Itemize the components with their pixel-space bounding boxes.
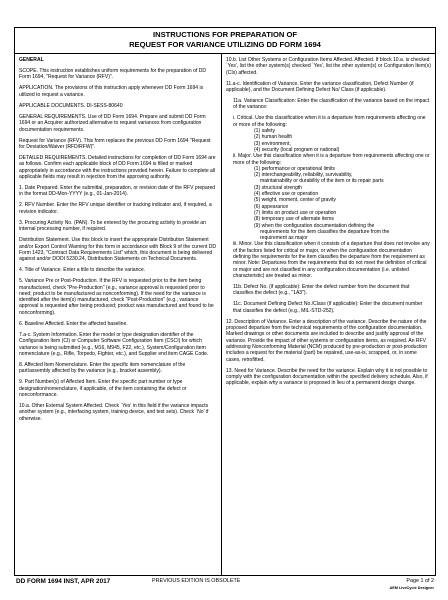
title-line-1: INSTRUCTIONS FOR PREPARATION OF xyxy=(153,30,297,39)
block-2-instruction: 2. RFV Number. Enter the RFV unique identifier or tracking indicator and, if required, a revision indicator. xyxy=(19,202,212,215)
detailed-requirements-paragraph: DETAILED REQUIREMENTS. Detailed instructions for completion of DD Form 1694 are as follows. Confirm each applicable block of DD Form 1694 is filled or marked appropriately in accordance with the instructions provided herein. Failure to complete all applicable fields may result in rejection from the approving authority. xyxy=(19,155,216,180)
variance-classification-paragraph: 11a. Variance Classification: Enter the classification of the variance based on the impact of the variance: xyxy=(233,98,430,111)
block-8-instruction: 8. Affected Item Nomenclature. Enter the specific item nomenclature of the part/assembly affected by the variance (e.g., bracket assembly). xyxy=(19,361,186,375)
block-4-instruction: 4. Title of Variance. Enter a title to describe the variance. xyxy=(19,267,146,274)
distribution-statement-instruction: Distribution Statement. Use this block to insert the appropriate Distribution Statement and/or Export Control Warning for this form in accordance with Block 9 of the current DD Form 1423, "Contract Data Requirements List" which, this document is being delivered against and/or DODI 5230.24, Distribution Statements on Technical Documents. xyxy=(19,237,217,263)
major-item: requirements for the item classifies the departure from the xyxy=(260,228,390,235)
major-item: (5) weight, moment, center of gravity xyxy=(254,197,336,204)
application-paragraph: APPLICATION. The provisions of this instruction apply whenever DD Form 1694 is utilized to request a variance. xyxy=(19,85,204,98)
block-6-instruction: 6. Baseline Affected. Enter the affected baseline. xyxy=(19,320,128,327)
major-item: (4) effective use or operation xyxy=(254,191,319,198)
major-item: (9) when the configuration documentation defining the xyxy=(254,222,375,229)
block-11a-c-instruction: 11.a-c. Identification of Variance. Enter the variance classification, Defect Number (if applicable), and the Document Defining Defect No/ Class (if applicable). xyxy=(226,80,414,93)
general-heading: GENERAL xyxy=(19,57,44,63)
major-item: (1) performance or operational limits xyxy=(254,165,336,172)
major-item: (8) temporary use of alternate items xyxy=(254,216,334,223)
minor-classification: iii. Minor. Use this classification when it consists of a departure that does not involve any of the factors listed for critical or major, or when the configuration documentation defining the requirements for the item classifies the departure from the requirement as minor. Note: Departures from the requirements that do not meet the definition of critical or major and are not classified in any configuration documentation (i.e. unlisted characteristic) are treated as minor. xyxy=(233,241,430,279)
applicable-documents-paragraph: APPLICABLE DOCUMENTS. DI-SESS-80640 xyxy=(19,102,123,109)
block-10a-instruction: 10.a. Other External System Affected. Check `Yes' in this field if the variance impacts another system (e.g., interfacing system, training device, and test sets). Check `No' if otherwise. xyxy=(19,403,209,422)
major-item: maintainability or durability of the item or its repair parts xyxy=(260,178,384,185)
major-item: (6) appearance xyxy=(254,203,289,210)
block-3-instruction: 3. Procuring Activity No. (PAN). To be entered by the procuring activity to provide an internal processing number, if required. xyxy=(19,219,206,233)
block-10b-instruction: 10.b. List Other Systems or Configuration Items Affected. Affected. If block 10.a. is checked `Yes', list the other system(s) checked `Yes', list the other system(s) or Configuration Item(s) (CIs) affected. xyxy=(226,57,431,76)
major-item: (3) structural strength xyxy=(254,184,302,191)
critical-item: (2) human health xyxy=(254,134,293,141)
form-identifier: DD FORM 1694 INST, APR 2017 xyxy=(16,578,111,585)
major-item: (7) limits on product use or operation xyxy=(254,209,337,216)
rfv-paragraph: Request for Variance (RFV). This form replaces the previous DD Form 1694 "Request for Deviation/Waiver (RFD/RFW)". xyxy=(19,137,211,150)
block-11b-instruction: 11b. Defect No. (if applicable): Enter the defect number from the document that classifies the defect (e.g., "1A3"). xyxy=(233,283,410,297)
major-item: requirement as major xyxy=(260,235,308,242)
critical-classification: i. Critical. Use this classification when it is a departure from requirements affecting one or more of the following: xyxy=(233,115,426,128)
major-item: (2) interchangeability, reliability, survivability, xyxy=(254,172,353,179)
block-9-instruction: 9. Part Number(s) of Affected Item. Enter the specific part number or type designation/nomenclature, if applicable, of the item containing the defect or nonconformance. xyxy=(19,379,187,398)
edition-notice: PREVIOUS EDITION IS OBSOLETE xyxy=(152,578,241,584)
block-13-instruction: 13. Need for Variance. Describe the need for the variance. Explain why it is not possible to comply with the configuration documentation within the specified delivery schedule. Also, if applicable, explain why a variance is proposed in lieu of a permanent design change. xyxy=(226,367,428,387)
software-label: AEM LiveCycle Designer xyxy=(389,586,434,590)
critical-item: (4) security (local program or national) xyxy=(254,146,340,153)
title-divider xyxy=(14,53,436,54)
block-11c-instruction: 11c. Document Defining Defect No./Class (if applicable): Enter the document number that classifies the defect (e.g., MIL-STD-252). xyxy=(233,301,423,314)
major-classification: ii. Major. Use this classification when it is a departure from requirements affecting one or more of the following: xyxy=(233,153,430,166)
block-12-instruction: 12. Description of Variance. Enter a description of the variance. Describe the nature of the proposed departure from the technical requirements of the configuration documentation. Marked drawings or other documents are included to describe and justify approval of the variance. Provide the impact of other systems or configuration items, as required. An RFV addressing Nonconforming Material (NCM) produced by pre-production or post-production includes a request for the material (part) be repaired, use-as-is, scrapped, or, in some cases, retrofitted. xyxy=(226,318,428,363)
critical-item: (3) environment, xyxy=(254,140,291,147)
general-requirements-paragraph: GENERAL REQUIREMENTS. Use of DD Form 1694. Prepare and submit DD Form 1694 or an Acquirer authorized alternative to request variances from configuration documentation requirements. xyxy=(19,113,206,133)
block-5-instruction: 5. Variance Pre or Post-Production. If the RFV is requested prior to the item being manufactured, check "Pre-Production" (e.g., variance approval is requested prior to need; product to be manufactured as nonconforming). If the need for the variance is identified after the item(s) manufactured, check "Post-Production" (e.g., variance approval is requested after being produced; product was manufactured and found to be nonconforming). xyxy=(19,278,214,316)
scope-paragraph: SCOPE. This instruction establishes uniform requirements for the preparation of DD Form 1694, "Request for Variance (RFV)". xyxy=(19,68,207,81)
critical-item: (1) safety xyxy=(254,128,276,135)
block-7-instruction: 7.a-c. System Information. Enter the model or type designation identifier of the Configuration Item (CI) or Computer Software Configuration Item (CSCI) for which variance is being submitted (e.g., M16, M945, F22, etc.), System/Configuration item nomenclature (e.g., Rifle, Torpedo, Fighter, etc.), and Supplier end item CAGE Code. xyxy=(19,331,209,357)
title-line-2: REQUEST FOR VARIANCE UTILIZING DD FORM 1694 xyxy=(129,40,321,49)
column-divider xyxy=(221,53,222,576)
left-column xyxy=(19,57,217,572)
page-number: Page 1 of 2 xyxy=(406,578,434,584)
block-1-instruction: 1. Date Prepared. Enter the submittal, preparation, or revision date of the RFV prepared in the format DD-Mon-YYYY (e.g., 01-Jan-2014). xyxy=(19,185,216,198)
right-column xyxy=(226,57,431,572)
